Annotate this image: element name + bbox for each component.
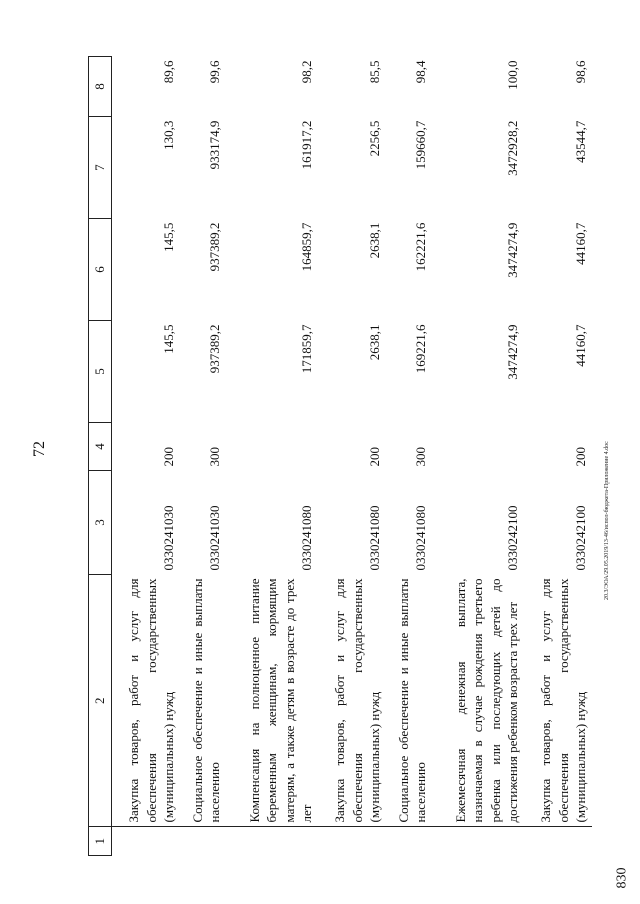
table-cell: 169221,6 <box>413 324 429 374</box>
table-cell: 171859,7 <box>299 324 315 374</box>
table-cell: 164859,7 <box>299 222 315 272</box>
table-cell: 200 <box>161 447 177 467</box>
table-cell: 2256,5 <box>367 120 383 157</box>
table-header <box>89 57 112 856</box>
table-cell: 98,6 <box>573 60 589 84</box>
table-cell: 85,5 <box>367 60 383 84</box>
table-cell: 0330242100 <box>505 505 521 571</box>
column-header: 7 <box>89 117 112 219</box>
table-row <box>524 57 592 856</box>
table-cell <box>432 827 524 856</box>
table-cell: Закупка товаров, работ и услуг для обеспечения государственных (муниципальных) нужд <box>112 575 181 828</box>
table-cell: 2638,1 <box>367 222 383 259</box>
table-cell: 200 <box>573 447 589 467</box>
table-cell: 89,6 <box>161 60 177 84</box>
table-cell: 130,3 <box>161 120 177 150</box>
table-cell <box>318 827 386 856</box>
budget-table <box>88 56 588 856</box>
file-stamp: 20.3/ЭОА/29.05.2019/13-46/испол-бюджета-Приложение 4.doc <box>604 441 610 600</box>
table-cell: 2638,1 <box>367 324 383 361</box>
table-cell: 145,5 <box>161 222 177 252</box>
table-cell: 159660,7 <box>413 120 429 170</box>
table-row <box>432 57 524 856</box>
table-row <box>318 57 386 856</box>
table-cell: 933174,9 <box>207 120 223 170</box>
table-cell: Социальное обеспечение и иные выплаты населению <box>386 575 432 828</box>
table-cell <box>180 827 226 856</box>
table-row <box>386 57 432 856</box>
table-cell: 100,0 <box>505 60 521 90</box>
table-cell <box>386 827 432 856</box>
table-cell: 162221,6 <box>413 222 429 272</box>
table-cell <box>226 827 318 856</box>
table-cell: 44160,7 <box>573 324 589 367</box>
table-cell: Закупка товаров, работ и услуг для обеспечения государственных (муниципальных) нужд <box>318 575 386 828</box>
table-cell: 0330242100 <box>573 505 589 571</box>
table-cell: 937389,2 <box>207 222 223 272</box>
column-header: 5 <box>89 321 112 423</box>
table-cell: 937389,2 <box>207 324 223 374</box>
table-cell <box>432 423 524 471</box>
column-header: 1 <box>89 827 112 856</box>
table-cell: Социальное обеспечение и иные выплаты населению <box>180 575 226 828</box>
table-cell: 3474274,9 <box>505 222 521 278</box>
table-cell: 0330241080 <box>367 505 383 571</box>
table-cell: 0330241030 <box>207 505 223 571</box>
table-cell <box>226 423 318 471</box>
sheet-number: 830 <box>614 867 630 889</box>
table-cell: 0330241080 <box>413 505 429 571</box>
table-cell: 0330241030 <box>161 505 177 571</box>
column-header: 8 <box>89 57 112 117</box>
table-cell: 98,2 <box>299 60 315 84</box>
table-cell <box>112 827 181 856</box>
table-cell: 3472928,2 <box>505 120 521 176</box>
column-header: 2 <box>89 575 112 828</box>
column-header: 4 <box>89 423 112 471</box>
table-cell: 200 <box>367 447 383 467</box>
table-row <box>180 57 226 856</box>
table-cell <box>524 827 592 856</box>
table-row <box>112 57 181 856</box>
page-number: 72 <box>31 441 48 457</box>
table-cell: 300 <box>207 447 223 467</box>
column-header: 3 <box>89 471 112 575</box>
table-cell: 0330241080 <box>299 505 315 571</box>
table-cell: 44160,7 <box>573 222 589 265</box>
table-cell: Закупка товаров, работ и услуг для обеспечения государственных (муниципальных) нужд <box>524 575 592 828</box>
table-cell: 99,6 <box>207 60 223 84</box>
table-cell: 300 <box>413 447 429 467</box>
table-cell: Ежемесячная денежная выплата, назначаемая в случае рождения третьего ребенка или последующих детей до достижения ребенком возраста трех лет <box>432 575 524 828</box>
table-cell: 98,4 <box>413 60 429 84</box>
column-header: 6 <box>89 219 112 321</box>
table-row <box>226 57 318 856</box>
table-cell: 3474274,9 <box>505 324 521 380</box>
table-cell: 145,5 <box>161 324 177 354</box>
table-cell: 161917,2 <box>299 120 315 170</box>
table-cell: Компенсация на полноценное питание беременным женщинам, кормящим матерям, а также детям в возрасте до трех лет <box>226 575 318 828</box>
table-cell: 43544,7 <box>573 120 589 163</box>
